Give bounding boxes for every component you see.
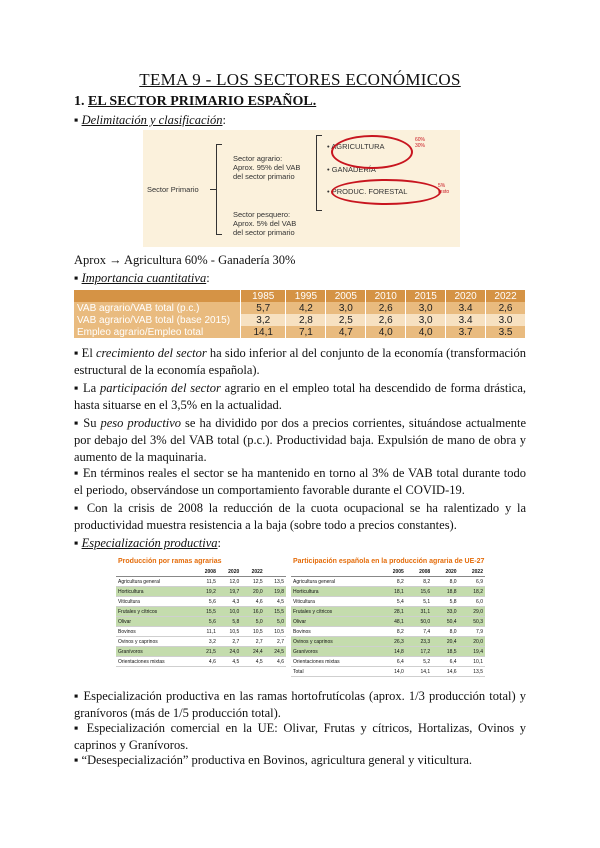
bullet: ▪	[74, 113, 79, 127]
cell: 10,5	[241, 627, 264, 637]
highlight-ellipse-forestal	[331, 179, 441, 205]
paragraph-emphasis: participación del sector	[99, 381, 221, 395]
year-header: 2008	[194, 567, 217, 577]
bracket-line	[216, 144, 217, 234]
cell: 5,4	[379, 597, 405, 607]
year-header: 2015	[406, 290, 446, 302]
cell: 4,5	[265, 597, 286, 607]
cell: 4,6	[265, 657, 286, 667]
paragraph-text: agrario en el empleo total ha descendido de forma drástica, hasta situarse en el 3,5% en la actualidad.	[74, 381, 527, 412]
cell: 5,7	[241, 302, 286, 314]
cell: 50,3	[459, 617, 485, 627]
table-row	[291, 617, 485, 627]
cell: 8,0	[432, 627, 458, 637]
bullet: ▪	[74, 536, 79, 550]
table-row	[116, 647, 286, 657]
paragraph-emphasis: crecimiento del sector	[95, 346, 207, 360]
cell: 19,4	[459, 647, 485, 657]
cell: 18,1	[379, 587, 405, 597]
colon: :	[217, 536, 222, 550]
cell: 4,6	[194, 657, 217, 667]
cell: 4,3	[218, 597, 241, 607]
cell: 10,1	[459, 657, 485, 667]
cell: 14,0	[379, 667, 405, 677]
cell: 19,2	[194, 587, 217, 597]
importancia-label: Importancia cuantitativa	[81, 271, 207, 285]
year-header	[265, 567, 286, 577]
bottom-point: ▪ Especialización productiva en las ramas hortofrutícolas (aprox. 1/3 producción total) y granívoros (más de 1/5 producción total).	[74, 689, 526, 720]
bracket-line-top	[216, 144, 222, 145]
cell: 6,4	[432, 657, 458, 667]
table-row	[74, 302, 526, 314]
table-row	[291, 667, 485, 677]
cell: 20,0	[459, 637, 485, 647]
branch-agricultura: • AGRICULTURA	[327, 142, 385, 151]
cell: 19,8	[265, 587, 286, 597]
cell: 14,1	[406, 667, 432, 677]
cell: 33,0	[432, 607, 458, 617]
table-row	[291, 647, 485, 657]
cell: 10,5	[218, 627, 241, 637]
table-row	[291, 607, 485, 617]
row-label: Frutales y cítricos	[116, 607, 194, 617]
cell: 26,3	[379, 637, 405, 647]
diagram-root-label: Sector Primario	[147, 185, 199, 194]
table-row	[74, 326, 526, 338]
cell: 15,5	[194, 607, 217, 617]
row-label: Orientaciones mixtas	[291, 657, 379, 667]
table-row	[291, 637, 485, 647]
section-number: 1.	[74, 94, 85, 109]
handwritten-note-bottom	[438, 183, 449, 195]
cell: 11,5	[194, 577, 217, 587]
cell: 18,5	[432, 647, 458, 657]
paragraph-text: se ha dividido por dos a precios corrientes, situándose actualmente por debajo del 3% del VAB total (p.c.). Productividad baja. Expulsión de mano de obra y aumento de la maquinaria.	[74, 416, 527, 464]
branch-ganaderia: • GANADERÍA	[327, 165, 376, 174]
cell: 8,2	[379, 627, 405, 637]
cell: 5,6	[194, 597, 217, 607]
cell: 7,4	[406, 627, 432, 637]
cell: 24,0	[218, 647, 241, 657]
table-row	[116, 617, 286, 627]
spec-left-caption: Producción por ramas agrarias	[116, 557, 286, 567]
year-header: 2022	[459, 567, 485, 577]
cell: 4,0	[366, 326, 406, 338]
cell: 8,2	[379, 577, 405, 587]
cell: 2,5	[326, 314, 366, 326]
branch-bracket	[316, 135, 317, 210]
table-row	[116, 607, 286, 617]
bottom-point: ▪ Especialización comercial en la UE: Olivar, Frutas y cítricos, Hortalizas, Ovinos y caprinos y Granívoros.	[74, 721, 526, 752]
colon: :	[206, 271, 210, 285]
table-row	[116, 637, 286, 647]
cell: 4,5	[218, 657, 241, 667]
table-row	[116, 577, 286, 587]
especializacion-label: Especialización productiva	[81, 536, 218, 550]
table-row	[291, 577, 485, 587]
pesquero-line-2: Aprox. 5% del VAB	[233, 219, 297, 228]
cell: 28,1	[379, 607, 405, 617]
year-header: 2005	[326, 290, 366, 302]
table-row	[116, 587, 286, 597]
row-label: Viticultura	[291, 597, 379, 607]
cell: 3.4	[446, 302, 486, 314]
table-row	[74, 314, 526, 326]
cell: 5,8	[432, 597, 458, 607]
spec-left-header	[116, 567, 286, 577]
cell: 7,1	[286, 326, 326, 338]
agrario-label	[233, 154, 300, 181]
cell: 3,2	[194, 637, 217, 647]
cell: 14,6	[432, 667, 458, 677]
delimitacion-heading	[74, 113, 226, 128]
cell: 31,1	[406, 607, 432, 617]
branch-agricultura-text: AGRICULTURA	[331, 142, 385, 151]
cell: 15,6	[406, 587, 432, 597]
cell: 20,0	[241, 587, 264, 597]
year-header: 2020	[432, 567, 458, 577]
cell: 3,0	[406, 302, 446, 314]
cell: 10,0	[218, 607, 241, 617]
pesquero-line-3: del sector primario	[233, 228, 295, 237]
cell: 12,5	[241, 577, 264, 587]
year-header: 2022	[486, 290, 526, 302]
row-label: Orientaciones mixtas	[116, 657, 194, 667]
cell: 6,0	[459, 597, 485, 607]
paragraph-text: ▪ El	[74, 346, 96, 360]
bottom-point: ▪ “Desespecialización” productiva en Bovinos, agricultura general y viticultura.	[74, 753, 473, 767]
sector-diagram	[143, 130, 460, 247]
agrario-line-2: Aprox. 95% del VAB	[233, 163, 301, 172]
table-row	[291, 657, 485, 667]
cell: 5,6	[194, 617, 217, 627]
table-row	[291, 597, 485, 607]
page-title: TEMA 9 - LOS SECTORES ECONÓMICOS	[139, 70, 461, 89]
cell: 13,5	[265, 577, 286, 587]
cell: 50,4	[432, 617, 458, 627]
cell: 3,0	[406, 314, 446, 326]
row-label: Olivar	[116, 617, 194, 627]
cell: 4,0	[406, 326, 446, 338]
cell: 5,0	[241, 617, 264, 627]
row-label: Bovinos	[291, 627, 379, 637]
importance-table	[74, 290, 526, 338]
paragraph	[74, 380, 526, 414]
year-header: 1985	[241, 290, 286, 302]
cell: 19,7	[218, 587, 241, 597]
year-header: 2010	[366, 290, 406, 302]
row-label: Granívoros	[291, 647, 379, 657]
paragraph: ▪ Con la crisis de 2008 la reducción de la cuota ocupacional se ha ralentizado y la productividad muestra resistencia a la baja (sobre todo a precios constantes).	[74, 501, 526, 532]
cell: 20,4	[432, 637, 458, 647]
cell: 2,6	[486, 302, 526, 314]
cell: 6,9	[459, 577, 485, 587]
branch-bracket-top	[316, 135, 322, 136]
header-blank	[74, 290, 241, 302]
section-title: EL SECTOR PRIMARIO ESPAÑOL.	[88, 94, 317, 109]
note-top-line-2: 30%	[415, 143, 426, 149]
branch-ganaderia-text: GANADERÍA	[331, 165, 376, 174]
branch-forestal-text: PRODUC. FORESTAL	[331, 187, 408, 196]
year-header: 2008	[406, 567, 432, 577]
cell: 12,0	[218, 577, 241, 587]
cell: 4,5	[241, 657, 264, 667]
importancia-heading	[74, 271, 210, 286]
cell: 8,0	[432, 577, 458, 587]
table-row	[291, 587, 485, 597]
pesquero-line-1: Sector pesquero:	[233, 210, 291, 219]
paragraph-emphasis: peso productivo	[100, 416, 182, 430]
table-row	[116, 627, 286, 637]
cell: 48,1	[379, 617, 405, 627]
highlight-ellipse-agricultura	[331, 135, 413, 169]
paragraph-text: ▪ Su	[74, 416, 101, 430]
pesquero-label	[233, 210, 296, 237]
cell: 3,2	[241, 314, 286, 326]
spec-right-header	[291, 567, 485, 577]
year-header: 1995	[286, 290, 326, 302]
cell: 18,2	[459, 587, 485, 597]
cell: 18,8	[432, 587, 458, 597]
cell: 5,8	[218, 617, 241, 627]
paragraph-text: ▪ La	[74, 381, 100, 395]
paragraph: ▪ En términos reales el sector se ha mantenido en torno al 3% de VAB total durante todo el periodo, observándose un comportamiento favorable durante el COVID-19.	[74, 466, 526, 497]
row-label: Frutales y cítricos	[291, 607, 379, 617]
bullet: ▪	[74, 271, 79, 285]
cell: 4,6	[241, 597, 264, 607]
table-row	[116, 597, 286, 607]
row-label: Viticultura	[116, 597, 194, 607]
year-header: 2020	[446, 290, 486, 302]
cell: 29,0	[459, 607, 485, 617]
especializacion-heading	[74, 536, 221, 551]
cell: 16,0	[241, 607, 264, 617]
cell: 2,7	[241, 637, 264, 647]
cell: 5,2	[406, 657, 432, 667]
cell: 17,2	[406, 647, 432, 657]
row-label: Agricultura general	[291, 577, 379, 587]
section-heading	[74, 94, 316, 110]
branch-bracket-bottom	[316, 210, 322, 211]
aprox-line: Aprox → Agricultura 60% - Ganadería 30%	[74, 253, 296, 267]
cell: 4,2	[286, 302, 326, 314]
paragraph	[74, 345, 526, 379]
branch-forestal: • PRODUC. FORESTAL	[327, 187, 408, 196]
cell: 3,0	[326, 302, 366, 314]
cell: 2,7	[218, 637, 241, 647]
cell: 2,7	[265, 637, 286, 647]
header-blank	[291, 567, 379, 577]
cell: 15,5	[265, 607, 286, 617]
row-label: Total	[291, 667, 379, 677]
handwritten-note-top	[415, 137, 425, 149]
delimitacion-label: Delimitación y clasificación	[81, 113, 223, 127]
note-bottom-line-2: resto	[438, 189, 450, 195]
cell: 11,1	[194, 627, 217, 637]
cell: 2,6	[366, 302, 406, 314]
cell: 10,5	[265, 627, 286, 637]
cell: 5,0	[265, 617, 286, 627]
cell: 7,9	[459, 627, 485, 637]
cell: 2,6	[366, 314, 406, 326]
cell: 4,7	[326, 326, 366, 338]
cell: 14,1	[241, 326, 286, 338]
agrario-line-3: del sector primario	[233, 172, 295, 181]
importance-table-header	[74, 290, 526, 302]
year-header: 2005	[379, 567, 405, 577]
bracket-line-bottom	[216, 234, 222, 235]
row-label: Granívoros	[116, 647, 194, 657]
year-header: 2022	[241, 567, 264, 577]
row-label: VAB agrario/VAB total (p.c.)	[74, 302, 241, 314]
cell: 14,8	[379, 647, 405, 657]
cell: 50,0	[406, 617, 432, 627]
paragraph	[74, 415, 526, 466]
spec-left-body	[116, 577, 286, 667]
cell: 3.7	[446, 326, 486, 338]
row-label: Empleo agrario/Empleo total	[74, 326, 241, 338]
year-header: 2020	[218, 567, 241, 577]
row-label: Olivar	[291, 617, 379, 627]
cell: 3.5	[486, 326, 526, 338]
cell: 6,4	[379, 657, 405, 667]
cell: 8,2	[406, 577, 432, 587]
row-label: Horticultura	[291, 587, 379, 597]
row-label: Ovinos y caprinos	[116, 637, 194, 647]
row-label: VAB agrario/VAB total (base 2015)	[74, 314, 241, 326]
table-row	[116, 657, 286, 667]
row-label: Ovinos y caprinos	[291, 637, 379, 647]
cell: 24,4	[241, 647, 264, 657]
cell: 3.0	[486, 314, 526, 326]
cell: 23,3	[406, 637, 432, 647]
cell: 3.4	[446, 314, 486, 326]
row-label: Horticultura	[116, 587, 194, 597]
colon: :	[222, 113, 226, 127]
agrario-line-1: Sector agrario:	[233, 154, 283, 163]
spec-table-right	[291, 557, 485, 677]
cell: 5,1	[406, 597, 432, 607]
spec-right-body	[291, 577, 485, 677]
cell: 13,5	[459, 667, 485, 677]
header-blank	[116, 567, 194, 577]
cell: 2,8	[286, 314, 326, 326]
table-row	[291, 627, 485, 637]
spec-table-left	[116, 557, 286, 667]
spec-right-caption: Participación española en la producción agraria de UE-27	[293, 558, 485, 565]
row-label: Agricultura general	[116, 577, 194, 587]
cell: 21,5	[194, 647, 217, 657]
row-label: Bovinos	[116, 627, 194, 637]
note-bottom-line-1: 5%	[438, 183, 446, 189]
note-top-line-1: 60%	[415, 137, 426, 143]
cell: 24,5	[265, 647, 286, 657]
paragraph-text: ha sido inferior al del conjunto de la economía (transformación estructural de la economía española).	[74, 346, 527, 377]
